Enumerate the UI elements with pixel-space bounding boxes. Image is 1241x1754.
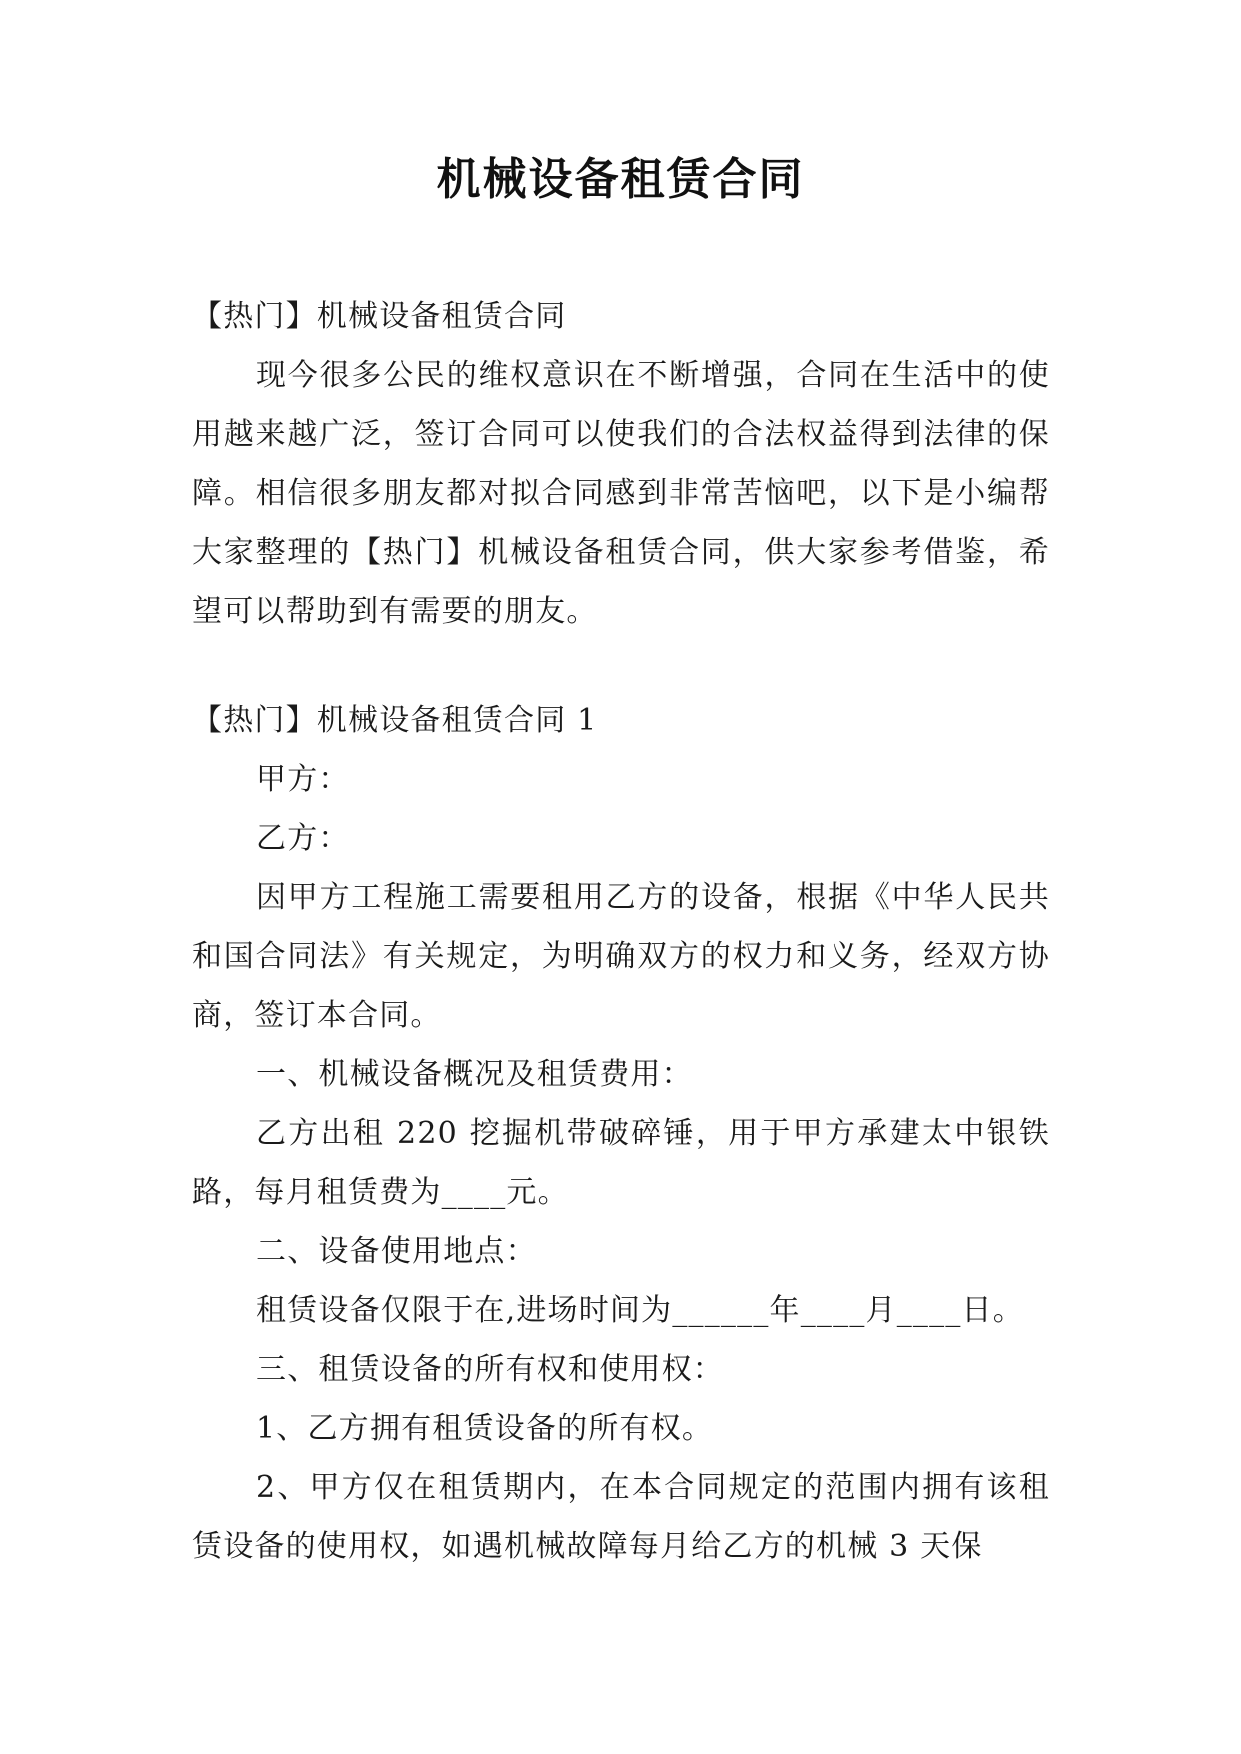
- party-a-line: 甲方：: [256, 762, 350, 797]
- section-heading-intro: 【热门】机械设备租赁合同: [192, 299, 567, 334]
- preamble-paragraph: 因甲方工程施工需要租用乙方的设备，根据《中华人民共和国合同法》有关规定，为明确双方的权力和义务，经双方协商，签订本合同。: [192, 880, 1050, 1033]
- document-title: 机械设备租赁合同: [436, 154, 805, 205]
- clause-2-body: 租赁设备仅限于在,进场时间为______年____月____日。: [256, 1293, 1024, 1328]
- party-b-line: 乙方：: [256, 821, 350, 856]
- clause-3-item-2: 2、甲方仅在租赁期内，在本合同规定的范围内拥有该租赁设备的使用权，如遇机械故障每月给乙方的机械 3 天保: [192, 1470, 1050, 1564]
- clause-1-heading: 一、机械设备概况及租赁费用：: [256, 1057, 693, 1092]
- section-heading-contract-1: 【热门】机械设备租赁合同 1: [192, 703, 598, 738]
- clause-2-heading: 二、设备使用地点：: [256, 1234, 537, 1269]
- clause-1-body: 乙方出租 220 挖掘机带破碎锤，用于甲方承建太中银铁路，每月租赁费为____元。: [192, 1116, 1050, 1210]
- clause-3-heading: 三、租赁设备的所有权和使用权：: [256, 1352, 724, 1387]
- clause-3-item-1: 1、乙方拥有租赁设备的所有权。: [256, 1411, 714, 1446]
- intro-paragraph: 现今很多公民的维权意识在不断增强，合同在生活中的使用越来越广泛，签订合同可以使我们的合法权益得到法律的保障。相信很多朋友都对拟合同感到非常苦恼吧，以下是小编帮大家整理的【热门】机械设备租赁合同，供大家参考借鉴，希望可以帮助到有需要的朋友。: [192, 358, 1050, 629]
- document-body: [192, 287, 1050, 1576]
